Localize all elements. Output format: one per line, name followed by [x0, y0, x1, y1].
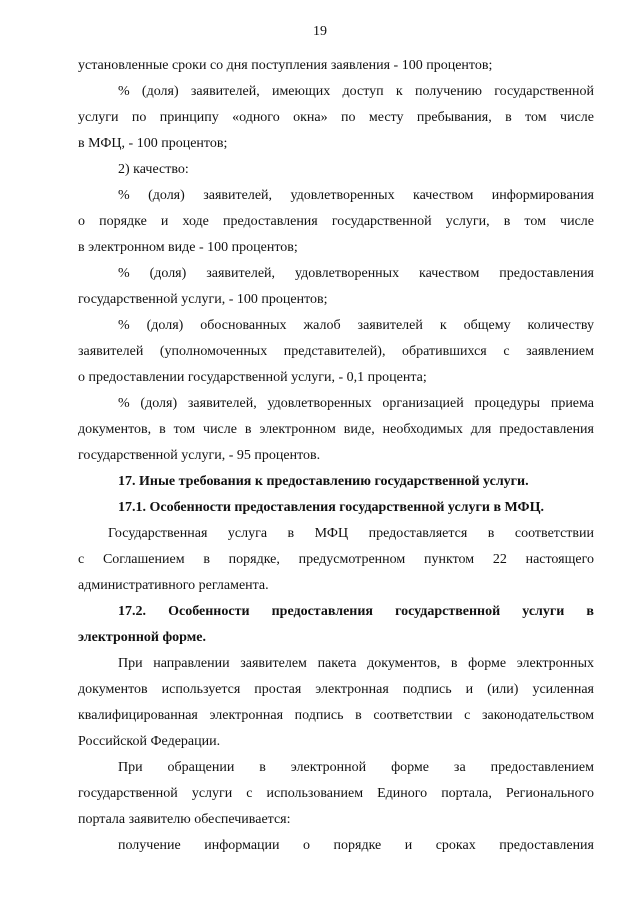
section-heading-17-2-cont: электронной форме. [78, 630, 206, 645]
section-heading-17: 17. Иные требования к предоставлению государственной услуги. [118, 474, 529, 489]
text-line: получение информации о порядке и сроках предоставления [118, 838, 594, 853]
text-line: государственной услуги, - 100 процентов; [78, 292, 328, 307]
text-line: портала заявителю обеспечивается: [78, 812, 291, 827]
text-line: заявителей (уполномоченных представителей), обратившихся с заявлением [78, 344, 594, 359]
text-line: в электронном виде - 100 процентов; [78, 240, 298, 255]
text-line: % (доля) обоснованных жалоб заявителей к общему количеству [118, 318, 594, 333]
text-line: % (доля) заявителей, удовлетворенных качеством информирования [118, 188, 594, 203]
section-heading-17-2: 17.2. Особенности предоставления государственной услуги в [118, 604, 594, 619]
section-heading-17-1: 17.1. Особенности предоставления государственной услуги в МФЦ. [118, 500, 544, 515]
text-line: установленные сроки со дня поступления заявления - 100 процентов; [78, 58, 493, 73]
text-line: с Соглашением в порядке, предусмотренном пунктом 22 настоящего [78, 552, 594, 567]
text-line: услуги по принципу «одного окна» по месту пребывания, в том числе [78, 110, 594, 125]
text-line: о порядке и ходе предоставления государственной услуги, в том числе [78, 214, 594, 229]
text-line: государственной услуги, - 95 процентов. [78, 448, 321, 463]
text-line: % (доля) заявителей, имеющих доступ к получению государственной [118, 84, 594, 99]
text-line: Государственная услуга в МФЦ предоставляется в соответствии [108, 526, 594, 541]
text-line: о предоставлении государственной услуги, - 0,1 процента; [78, 370, 427, 385]
text-line: % (доля) заявителей, удовлетворенных организацией процедуры приема [118, 396, 594, 411]
text-line: в МФЦ, - 100 процентов; [78, 136, 228, 151]
page-number: 19 [313, 24, 327, 39]
text-line: 2) качество: [118, 162, 189, 177]
text-line: документов используется простая электронная подпись и (или) усиленная [78, 682, 594, 697]
text-line: квалифицированная электронная подпись в соответствии с законодательством [78, 708, 594, 723]
text-line: При обращении в электронной форме за предоставлением [118, 760, 594, 775]
text-line: государственной услуги с использованием Единого портала, Регионального [78, 786, 594, 801]
text-line: При направлении заявителем пакета документов, в форме электронных [118, 656, 594, 671]
text-line: документов, в том числе в электронном виде, необходимых для предоставления [78, 422, 594, 437]
text-line: Российской Федерации. [78, 734, 221, 749]
text-line: % (доля) заявителей, удовлетворенных качеством предоставления [118, 266, 594, 281]
text-line: административного регламента. [78, 578, 269, 593]
